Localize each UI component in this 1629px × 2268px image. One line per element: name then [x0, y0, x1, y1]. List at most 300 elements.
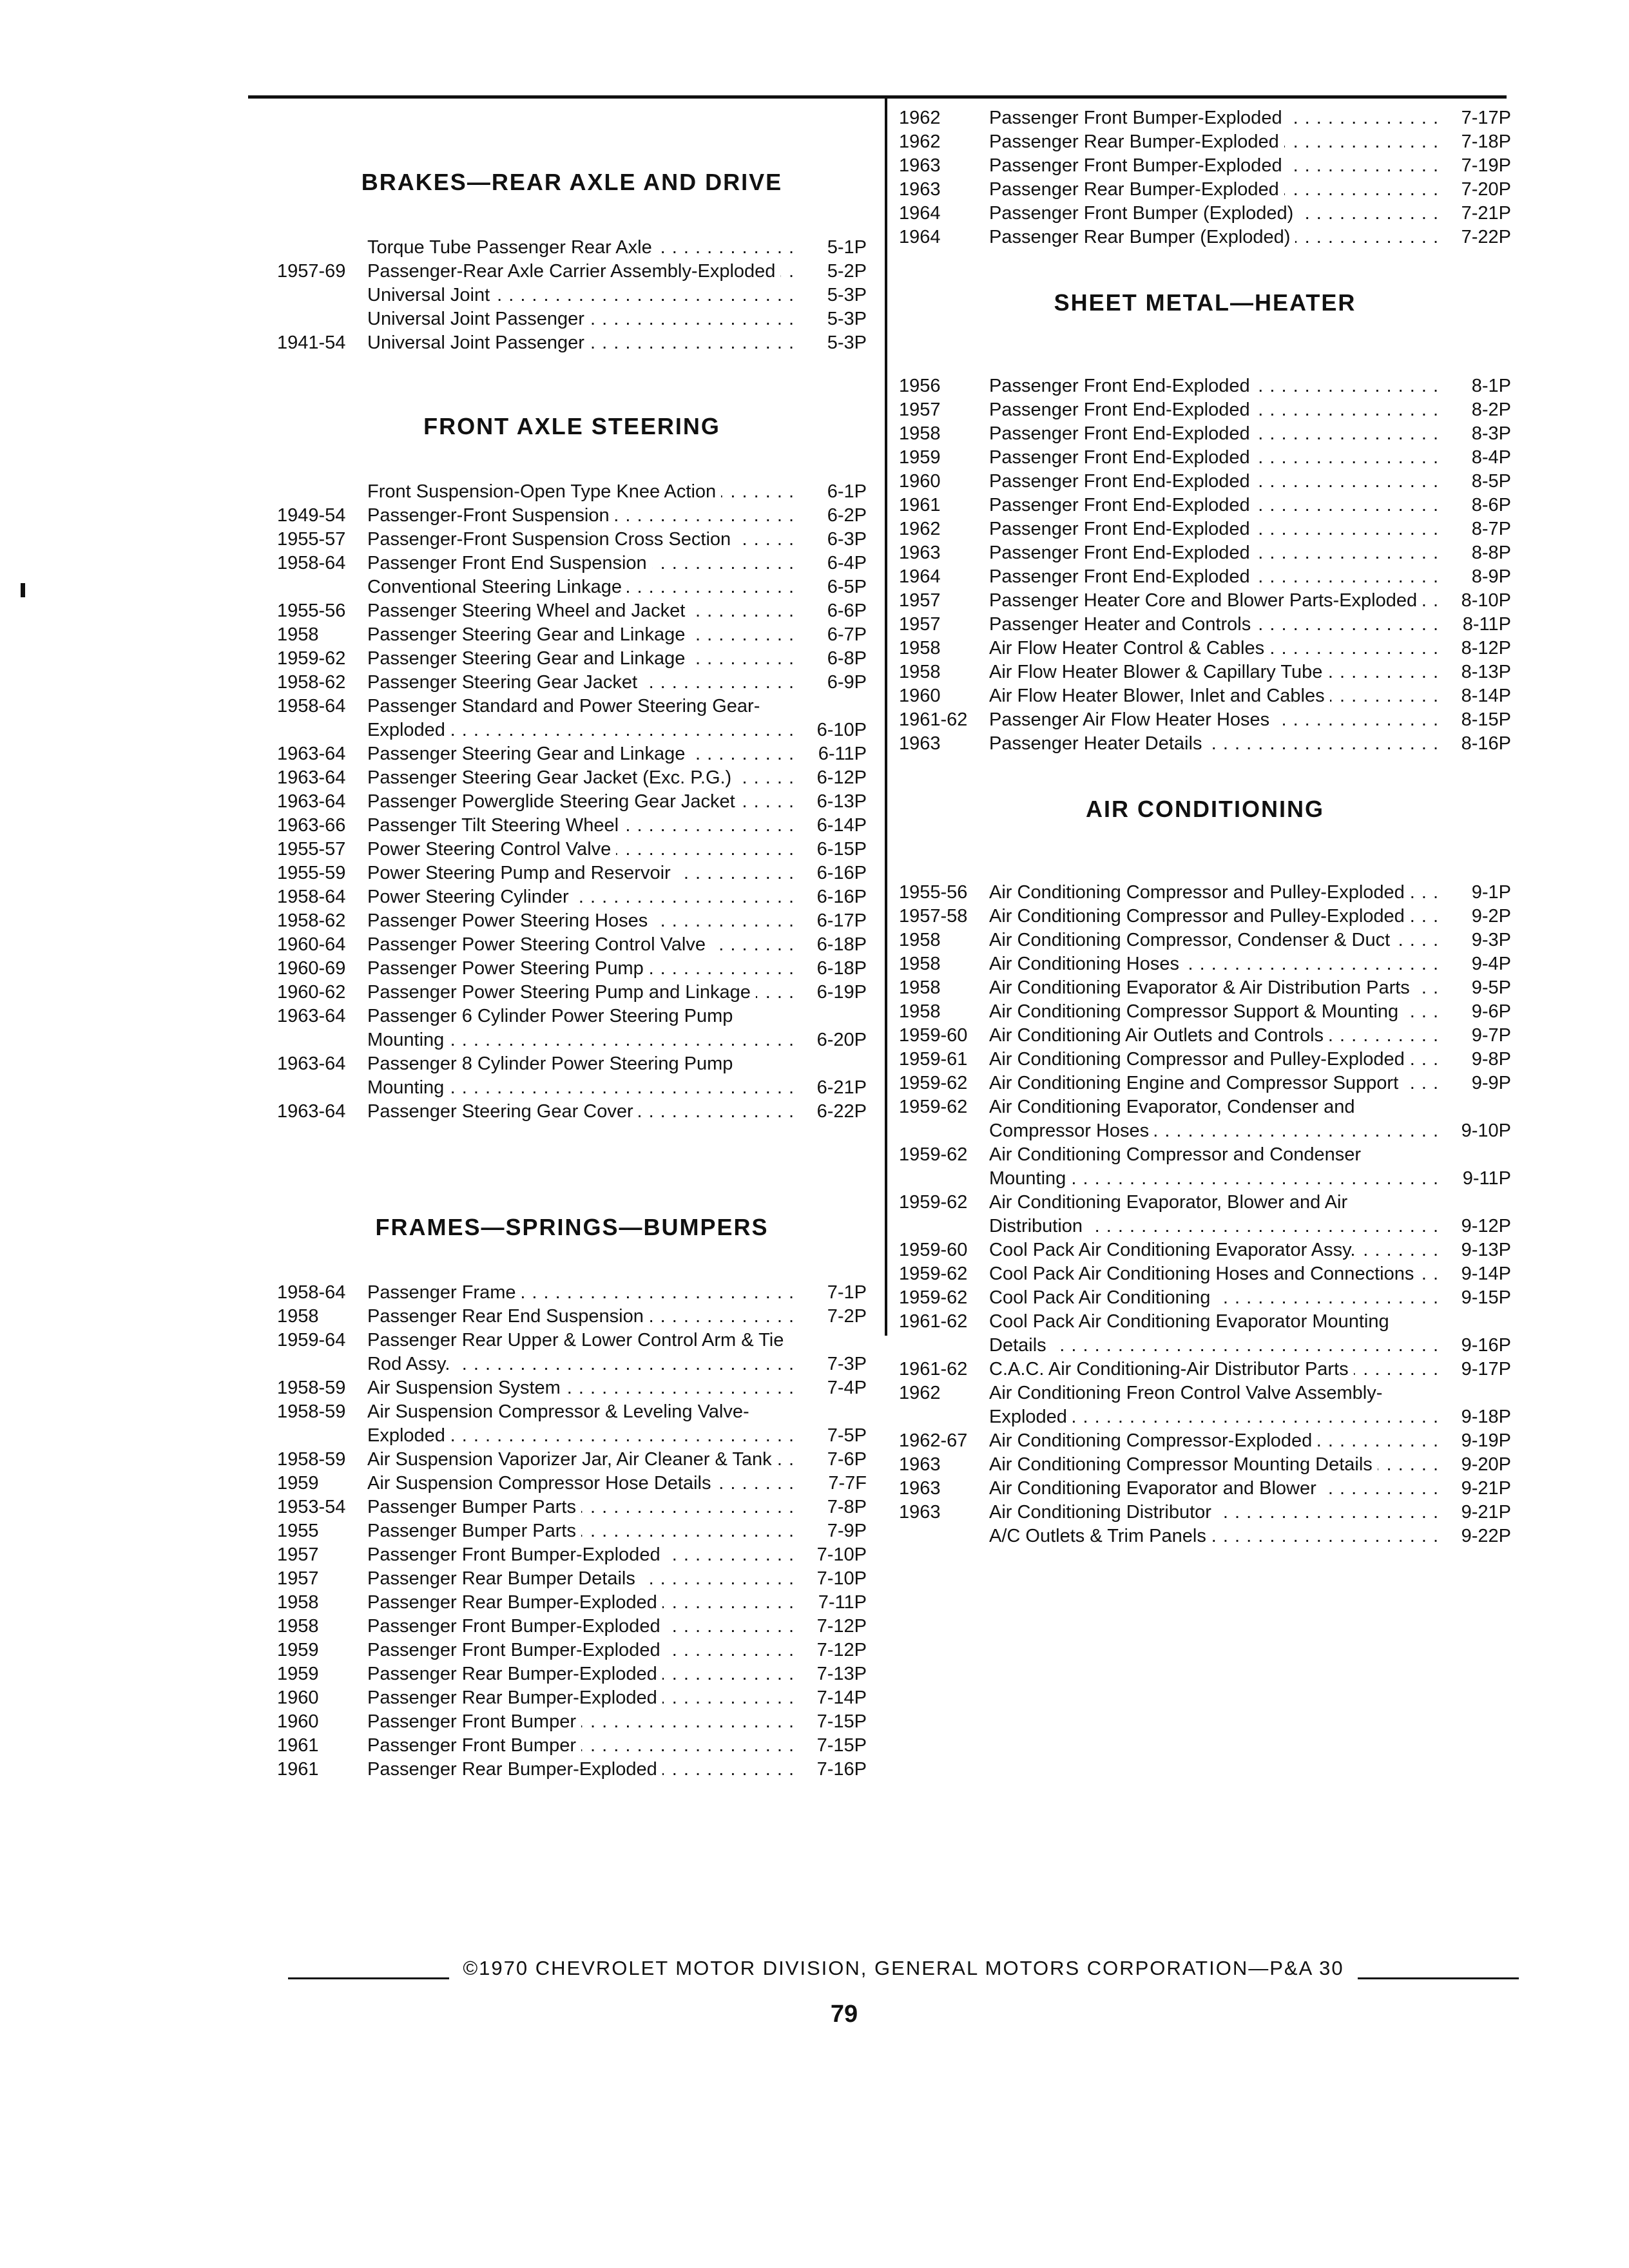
entry-title: Passenger Rear Bumper-Exploded [367, 1664, 662, 1684]
index-entry [277, 981, 867, 1004]
entry-title: Passenger Steering Gear Cover [367, 1101, 639, 1122]
entry-page-ref: 6-10P [816, 720, 867, 740]
entry-title-wrap [989, 1429, 1439, 1453]
index-entry [899, 517, 1511, 541]
entry-page-ref: 8-2P [1471, 399, 1511, 420]
entry-title: Air Conditioning Compressor and Pulley-Exploded [989, 906, 1410, 927]
entry-title-wrap [367, 1519, 795, 1543]
entry-title: Torque Tube Passenger Rear Axle [367, 237, 657, 258]
entry-title-wrap [367, 528, 795, 552]
entry-page-ref: 6-1P [827, 481, 867, 502]
entry-title-wrap [989, 1286, 1439, 1310]
index-entry [277, 1305, 867, 1329]
index-entry [277, 1734, 867, 1758]
entry-title: Cool Pack Air Conditioning Evaporator Mounting Details [989, 1311, 1389, 1356]
entry-title-wrap [367, 838, 795, 861]
entry-title-wrap [367, 766, 795, 790]
entry-page-ref: 6-9P [827, 672, 867, 693]
entry-year: 1960-64 [277, 934, 346, 955]
entry-title-wrap [367, 1281, 795, 1305]
entry-title-wrap [989, 202, 1439, 226]
index-entry [899, 106, 1511, 130]
entry-title: Air Flow Heater Blower, Inlet and Cables [989, 686, 1330, 706]
entry-title-wrap [367, 1472, 795, 1495]
entry-title-wrap [989, 732, 1439, 756]
entry-title-wrap [367, 1400, 795, 1448]
entry-page-ref: 8-10P [1461, 590, 1511, 611]
entry-title: Air Flow Heater Blower & Capillary Tube [989, 662, 1327, 682]
page-number: 79 [830, 2001, 858, 2028]
entry-title-wrap [989, 1238, 1439, 1262]
entry-year: 1963 [899, 543, 941, 563]
entry-page-ref: 9-21P [1461, 1478, 1511, 1499]
index-entry [899, 613, 1511, 637]
entry-title-wrap [989, 1262, 1439, 1286]
index-entry [277, 1100, 867, 1124]
entry-year: 1958-64 [277, 696, 346, 716]
entry-year: 1955 [277, 1521, 319, 1541]
section-list-air-conditioning [899, 881, 1511, 1548]
entry-year: 1960-69 [277, 958, 346, 979]
index-entry [277, 1004, 867, 1052]
index-entry [899, 708, 1511, 732]
entry-title-wrap [989, 226, 1439, 249]
entry-title-wrap [367, 1495, 795, 1519]
index-entry [277, 885, 867, 909]
entry-page-ref: 6-21P [816, 1077, 867, 1098]
index-entry [277, 1567, 867, 1591]
index-entry [277, 1472, 867, 1495]
entry-title: Passenger Steering Gear and Linkage [367, 624, 690, 645]
entry-title-wrap [989, 1477, 1439, 1501]
entry-title: Air Conditioning Evaporator and Blower [989, 1478, 1322, 1499]
entry-page-ref: 8-13P [1461, 662, 1511, 682]
entry-title: Universal Joint Passenger [367, 309, 590, 329]
entry-title: Air Conditioning Evaporator & Air Distribution Parts [989, 977, 1415, 998]
index-entry [899, 928, 1511, 952]
entry-title-wrap [367, 623, 795, 647]
entry-year: 1961-62 [899, 709, 968, 730]
entry-title-wrap [989, 130, 1439, 154]
index-entry [899, 226, 1511, 249]
entry-page-ref: 9-7P [1471, 1025, 1511, 1046]
entry-title-wrap [367, 599, 795, 623]
index-entry [277, 599, 867, 623]
entry-page-ref: 7-18P [1461, 131, 1511, 152]
entry-page-ref: 7-11P [818, 1592, 867, 1613]
entry-title-wrap [367, 695, 795, 742]
entry-title: Air Suspension Vaporizer Jar, Air Cleaner & Tank [367, 1449, 777, 1470]
entry-title: C.A.C. Air Conditioning-Air Distributor Parts [989, 1359, 1354, 1379]
entry-title-wrap [989, 613, 1439, 637]
entry-title: Air Flow Heater Control & Cables [989, 638, 1269, 658]
index-entry [899, 1477, 1511, 1501]
entry-page-ref: 9-1P [1471, 882, 1511, 903]
entry-year: 1958-59 [277, 1401, 346, 1422]
entry-title-wrap [367, 933, 795, 957]
entry-title-wrap [367, 575, 795, 599]
entry-page-ref: 9-20P [1461, 1454, 1511, 1475]
entry-title: Passenger Front Bumper [367, 1735, 581, 1756]
entry-year: 1949-54 [277, 505, 346, 526]
entry-title-wrap [989, 1095, 1439, 1143]
entry-year: 1957 [899, 590, 941, 611]
entry-year: 1959 [899, 447, 941, 468]
index-entry [899, 1143, 1511, 1191]
entry-year: 1958-64 [277, 1282, 346, 1303]
entry-title-wrap [989, 106, 1439, 130]
entry-page-ref: 6-4P [827, 553, 867, 573]
index-entry [899, 1191, 1511, 1238]
index-entry [277, 861, 867, 885]
entry-title-wrap [367, 1305, 795, 1329]
entry-year: 1960-62 [277, 982, 346, 1003]
section-list-bumpers-continued [899, 106, 1511, 249]
index-entry [899, 446, 1511, 470]
entry-title: Passenger Front End-Exploded [989, 543, 1255, 563]
index-entry [899, 1381, 1511, 1429]
index-entry [899, 494, 1511, 517]
index-entry [899, 154, 1511, 178]
entry-page-ref: 8-1P [1471, 376, 1511, 396]
entry-year: 1959-64 [277, 1330, 346, 1350]
index-entry [277, 742, 867, 766]
entry-title: Passenger Rear Bumper Details [367, 1568, 641, 1589]
entry-title-wrap [989, 446, 1439, 470]
entry-page-ref: 7-6P [827, 1449, 867, 1470]
index-entry [277, 236, 867, 260]
entry-year: 1963 [899, 733, 941, 754]
entry-year: 1959-62 [277, 648, 346, 669]
index-entry [277, 1543, 867, 1567]
entry-year: 1962 [899, 519, 941, 539]
entry-page-ref: 8-7P [1471, 519, 1511, 539]
entry-page-ref: 7-20P [1461, 179, 1511, 200]
entry-title-wrap [989, 1000, 1439, 1024]
entry-title-wrap [989, 1048, 1439, 1072]
entry-page-ref: 9-6P [1471, 1001, 1511, 1022]
entry-title-wrap [989, 1501, 1439, 1524]
entry-year: 1959 [277, 1473, 319, 1494]
entry-title: Passenger-Front Suspension Cross Section [367, 529, 736, 550]
entry-year: 1958-62 [277, 672, 346, 693]
index-entry [899, 976, 1511, 1000]
entry-title-wrap [367, 284, 795, 307]
entry-page-ref: 7-14P [816, 1687, 867, 1708]
entry-year: 1960 [899, 471, 941, 492]
entry-title: Passenger Rear End Suspension [367, 1306, 649, 1327]
index-entry [899, 398, 1511, 422]
entry-title: Passenger Front End-Exploded [989, 376, 1255, 396]
entry-page-ref: 9-11P [1462, 1168, 1511, 1189]
entry-year: 1953-54 [277, 1497, 346, 1517]
entry-title-wrap [367, 1052, 795, 1100]
entry-year: 1958 [899, 954, 941, 974]
entry-page-ref: 6-20P [816, 1030, 867, 1050]
index-entry [899, 1286, 1511, 1310]
index-entry [899, 1000, 1511, 1024]
entry-page-ref: 8-14P [1461, 686, 1511, 706]
entry-title: Air Conditioning Compressor and Condenser Mounting [989, 1144, 1362, 1189]
entry-title: Passenger Front End-Exploded [989, 495, 1255, 515]
entry-year: 1963-64 [277, 1006, 346, 1026]
entry-year: 1962-67 [899, 1430, 968, 1451]
entry-title: Passenger Front End-Exploded [989, 519, 1255, 539]
entry-year: 1961-62 [899, 1311, 968, 1332]
index-entry [899, 1310, 1511, 1358]
entry-page-ref: 7-3P [827, 1354, 867, 1374]
entry-title-wrap [367, 1639, 795, 1662]
entry-title: Passenger Tilt Steering Wheel [367, 815, 624, 836]
entry-year: 1958-59 [277, 1378, 346, 1398]
entry-year: 1963-64 [277, 744, 346, 764]
entry-title-wrap [989, 1024, 1439, 1048]
index-entry [899, 637, 1511, 660]
entry-title-wrap [989, 494, 1439, 517]
index-entry [277, 504, 867, 528]
entry-page-ref: 7-19P [1461, 155, 1511, 176]
entry-page-ref: 6-12P [816, 767, 867, 788]
index-entry [277, 480, 867, 504]
entry-title: Passenger Powerglide Steering Gear Jacket [367, 791, 740, 812]
entry-title: Passenger Rear Bumper-Exploded [989, 131, 1284, 152]
entry-year: 1963-66 [277, 815, 346, 836]
entry-title-wrap [367, 1734, 795, 1758]
entry-year: 1959-60 [899, 1240, 968, 1260]
entry-title-wrap [367, 260, 795, 284]
entry-title-wrap [989, 1310, 1439, 1358]
entry-year: 1941-54 [277, 332, 346, 353]
entry-page-ref: 8-15P [1461, 709, 1511, 730]
entry-title-wrap [367, 1710, 795, 1734]
entry-title: Passenger Heater and Controls [989, 614, 1256, 635]
entry-title-wrap [367, 981, 795, 1004]
entry-title-wrap [989, 1524, 1439, 1548]
entry-year: 1960 [277, 1711, 319, 1732]
entry-page-ref: 5-3P [827, 285, 867, 305]
index-entry [277, 1662, 867, 1686]
entry-title: Passenger Steering Gear Jacket [367, 672, 642, 693]
entry-title-wrap [367, 861, 795, 885]
entry-page-ref: 6-11P [818, 744, 867, 764]
top-rule [248, 95, 1507, 99]
entry-page-ref: 7-8P [827, 1497, 867, 1517]
entry-page-ref: 7-10P [816, 1568, 867, 1589]
entry-page-ref: 7-10P [816, 1544, 867, 1565]
entry-year: 1958 [277, 624, 319, 645]
entry-year: 1956 [899, 376, 941, 396]
entry-title: Air Conditioning Hoses [989, 954, 1184, 974]
section-heading-brakes: BRAKES—REAR AXLE AND DRIVE [361, 169, 783, 195]
entry-year: 1959-62 [899, 1287, 968, 1308]
entry-title: Passenger Rear Bumper (Exploded) [989, 227, 1295, 247]
entry-title: Passenger Frame [367, 1282, 521, 1303]
entry-page-ref: 9-9P [1471, 1073, 1511, 1093]
entry-year: 1959-60 [899, 1025, 968, 1046]
entry-title-wrap [989, 517, 1439, 541]
entry-year: 1955-56 [899, 882, 968, 903]
entry-year: 1959 [277, 1640, 319, 1660]
index-entry [277, 1376, 867, 1400]
entry-year: 1963-64 [277, 767, 346, 788]
entry-title: Air Conditioning Evaporator, Condenser and Compressor Hoses [989, 1097, 1355, 1141]
entry-title-wrap [989, 637, 1439, 660]
entry-page-ref: 6-17P [816, 910, 867, 931]
entry-title-wrap [367, 671, 795, 695]
entry-page-ref: 9-22P [1461, 1526, 1511, 1546]
entry-title: Passenger Front Bumper-Exploded [989, 155, 1287, 176]
entry-page-ref: 6-16P [816, 887, 867, 907]
footer-rule-right [1358, 1977, 1519, 1979]
entry-year: 1958 [277, 1616, 319, 1637]
entry-title: Passenger Rear Bumper-Exploded [367, 1759, 662, 1780]
entry-title-wrap [367, 1376, 795, 1400]
entry-title: Passenger Power Steering Hoses [367, 910, 653, 931]
right-column [899, 106, 1511, 1548]
entry-title: Passenger Front End-Exploded [989, 566, 1255, 587]
entry-year: 1959-62 [899, 1264, 968, 1284]
entry-year: 1961 [899, 495, 941, 515]
index-entry [899, 565, 1511, 589]
entry-page-ref: 7-5P [827, 1425, 867, 1446]
entry-title-wrap [367, 236, 795, 260]
entry-year: 1963-64 [277, 791, 346, 812]
entry-title-wrap [367, 1567, 795, 1591]
entry-year: 1959-62 [899, 1097, 968, 1117]
index-entry [899, 952, 1511, 976]
entry-title: Passenger Heater Core and Blower Parts-Exploded [989, 590, 1422, 611]
index-entry [899, 660, 1511, 684]
entry-year: 1959-62 [899, 1144, 968, 1165]
entry-title: Cool Pack Air Conditioning [989, 1287, 1215, 1308]
section-heading-sheet-metal: SHEET METAL—HEATER [1054, 289, 1356, 316]
entry-title-wrap [367, 1615, 795, 1639]
entry-page-ref: 6-22P [816, 1101, 867, 1122]
entry-year: 1958 [899, 662, 941, 682]
entry-title: Passenger Rear Bumper-Exploded [989, 179, 1284, 200]
entry-title-wrap [989, 1072, 1439, 1095]
entry-title-wrap [367, 909, 795, 933]
entry-page-ref: 8-11P [1462, 614, 1511, 635]
left-column [277, 129, 867, 1782]
entry-title: Air Conditioning Compressor and Pulley-Exploded [989, 1049, 1410, 1070]
index-entry [899, 589, 1511, 613]
entry-title: Passenger Power Steering Control Valve [367, 934, 711, 955]
entry-year: 1961 [277, 1759, 319, 1780]
entry-page-ref: 7-2P [827, 1306, 867, 1327]
index-entry [899, 1429, 1511, 1453]
entry-page-ref: 8-12P [1461, 638, 1511, 658]
entry-title: Air Conditioning Compressor Mounting Details [989, 1454, 1378, 1475]
entry-title-wrap [989, 589, 1439, 613]
entry-title: Universal Joint Passenger [367, 332, 590, 353]
entry-page-ref: 9-5P [1471, 977, 1511, 998]
index-entry [899, 1024, 1511, 1048]
entry-year: 1957 [277, 1568, 319, 1589]
entry-page-ref: 7-22P [1461, 227, 1511, 247]
entry-page-ref: 9-4P [1471, 954, 1511, 974]
entry-title-wrap [989, 1453, 1439, 1477]
entry-title: Power Steering Cylinder [367, 887, 574, 907]
index-entry [277, 1281, 867, 1305]
index-entry [277, 528, 867, 552]
index-entry [899, 422, 1511, 446]
entry-year: 1955-59 [277, 863, 346, 883]
entry-title-wrap [989, 1381, 1439, 1429]
entry-year: 1963-64 [277, 1053, 346, 1074]
index-entry [277, 909, 867, 933]
entry-title-wrap [989, 178, 1439, 202]
index-entry [277, 1400, 867, 1448]
index-entry [899, 130, 1511, 154]
entry-page-ref: 6-8P [827, 648, 867, 669]
section-list-brakes [277, 236, 867, 355]
index-entry [277, 1591, 867, 1615]
entry-page-ref: 9-14P [1461, 1264, 1511, 1284]
entry-year: 1960 [899, 686, 941, 706]
index-entry [277, 331, 867, 355]
entry-title-wrap [989, 565, 1439, 589]
entry-page-ref: 7-9P [827, 1521, 867, 1541]
entry-title-wrap [367, 1686, 795, 1710]
entry-title: Passenger Front End Suspension [367, 553, 652, 573]
entry-page-ref: 8-6P [1471, 495, 1511, 515]
entry-title: A/C Outlets & Trim Panels [989, 1526, 1211, 1546]
entry-year: 1961-62 [899, 1359, 968, 1379]
entry-page-ref: 7-4P [827, 1378, 867, 1398]
entry-title: Passenger Steering Wheel and Jacket [367, 601, 690, 621]
entry-title: Passenger Power Steering Pump and Linkage [367, 982, 756, 1003]
entry-page-ref: 6-5P [827, 577, 867, 597]
entry-page-ref: 5-3P [827, 309, 867, 329]
entry-title-wrap [367, 1591, 795, 1615]
entry-title: Front Suspension-Open Type Knee Action [367, 481, 721, 502]
entry-title: Air Conditioning Distributor [989, 1502, 1217, 1523]
entry-title: Passenger Front Bumper-Exploded [989, 108, 1287, 128]
index-entry [899, 1238, 1511, 1262]
entry-page-ref: 8-8P [1471, 543, 1511, 563]
entry-title: Air Suspension System [367, 1378, 566, 1398]
entry-year: 1960 [277, 1687, 319, 1708]
entry-year: 1963 [899, 1502, 941, 1523]
entry-page-ref: 6-6P [827, 601, 867, 621]
entry-year: 1958 [899, 638, 941, 658]
entry-year: 1959 [277, 1664, 319, 1684]
entry-title: Passenger Front Bumper-Exploded [367, 1640, 666, 1660]
entry-page-ref: 9-17P [1461, 1359, 1511, 1379]
index-entry [899, 881, 1511, 905]
entry-year: 1958 [899, 1001, 941, 1022]
entry-title-wrap [367, 1758, 795, 1782]
entry-year: 1958-64 [277, 553, 346, 573]
entry-title-wrap [989, 374, 1439, 398]
index-entry [899, 1095, 1511, 1143]
index-entry [277, 1639, 867, 1662]
footer-copyright: ©1970 CHEVROLET MOTOR DIVISION, GENERAL MOTORS CORPORATION—P&A 30 [463, 1957, 1344, 1979]
entry-title-wrap [367, 1100, 795, 1124]
entry-page-ref: 9-10P [1461, 1120, 1511, 1141]
entry-title: Passenger Steering Gear and Linkage [367, 744, 690, 764]
entry-year: 1963 [899, 1454, 941, 1475]
section-list-sheet-metal [899, 374, 1511, 756]
entry-title-wrap [989, 905, 1439, 928]
entry-page-ref: 7-1P [827, 1282, 867, 1303]
index-entry [899, 1524, 1511, 1548]
entry-page-ref: 8-4P [1471, 447, 1511, 468]
entry-title: Air Conditioning Compressor-Exploded [989, 1430, 1317, 1451]
entry-title-wrap [989, 976, 1439, 1000]
entry-title: Conventional Steering Linkage [367, 577, 627, 597]
